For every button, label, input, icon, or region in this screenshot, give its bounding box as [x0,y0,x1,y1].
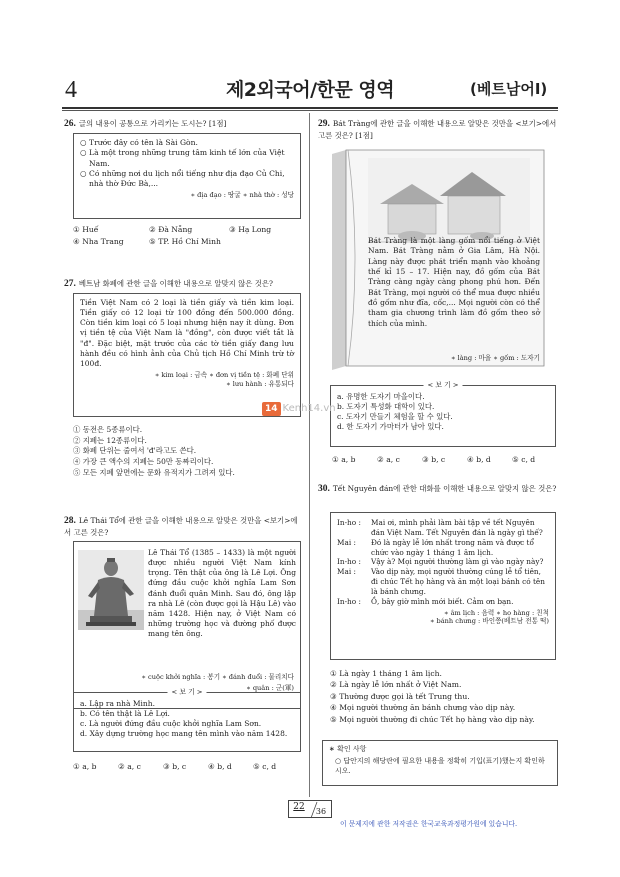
option-1[interactable]: ① a, b [332,455,356,464]
statue-illustration [78,550,144,630]
passage-bullet: ○ Là một trong những trung tâm kinh tế lớn của Việt Nam. [80,148,285,168]
option-5[interactable]: ⑤ c, d [512,455,536,464]
gloss: ∗ kim loại : 금속 ∗ đơn vị tiền tệ : 화폐 단위 [154,370,294,379]
question-30-stem [318,483,562,496]
bogi-item: a. 유명한 도자기 마을이다. [337,392,425,401]
header-rule-thin [62,110,558,111]
option-1[interactable]: ① Là ngày 1 tháng 1 âm lịch. [330,669,442,678]
confirmation-box [322,740,558,786]
dialogue-line: In-ho : Vậy à? Mọi người thường làm gì vào ngày này? [337,557,544,567]
page-current: 22 [293,802,305,812]
option-3[interactable]: ③ Thường được gọi là tết Trung thu. [330,691,470,701]
subject-title: (베트남어Ⅰ) [470,80,548,98]
question-number: 28. [64,516,76,526]
confirmation-text: ○ 답안지의 해당란에 필요한 내용을 정확히 기입(표기)했는지 확인하시오. [335,757,545,775]
column-divider [309,113,310,797]
option-1[interactable]: ① Huế [73,225,99,234]
confirmation-title: ∗ 확인 사항 [329,745,367,753]
question-30-options [330,668,556,725]
bogi-item: c. 도자기 만들기 체험을 할 수 있다. [337,411,453,421]
passage-bullet: ○ Trước đây có tên là Sài Gòn. [80,138,198,147]
passage-text: Lê Thái Tổ (1385 – 1433) là một người được nhiều người Việt Nam kính trọng. Tên thật của ông là Lê Lợi. Ông đứng đầu cuộc khởi nghĩa Lam Sơn đánh đuổi quân Minh. Sau đó, ông lập ra nhà Lê (còn được gọi là Hậu Lê) vào năm 1428. Hiện nay, ở Việt Nam có những trường học và đường phố được mang tên ông. [148,548,296,638]
option-2[interactable]: ② 지폐는 12종류이다. [73,435,147,445]
option-4[interactable]: ④ Mọi người thường ăn bánh chưng vào dịp này. [330,703,516,713]
bogi-item: a. Lập ra nhà Minh. [80,699,155,708]
option-2[interactable]: ② a, c [118,762,141,771]
option-1[interactable]: ① a, b [73,762,97,771]
bogi-label: < 보 기 > [423,381,462,390]
passage-text: Bát Tràng là một làng gốm nổi tiếng ở Việt Nam. Bát Tràng nằm ở Gia Lâm, Hà Nội. Làng này được phát triển mạnh vào khoảng thế kỉ 15 – 17. Hiện nay, đồ gốm của Bát Tràng càng ngày càng phong phú hơn. Đến Bát Tràng, mọi người có thể mua được nhiều đồ gốm như đĩa, cốc,... Mọi người còn có thể tham gia chương trình làm đồ gốm theo sở thích của mình. [368,236,540,328]
question-number: 29. [318,119,330,129]
option-2[interactable]: ② a, c [377,455,400,464]
option-3[interactable]: ③ b, c [422,455,446,464]
bogi-item: d. 한 도자기 가마터가 남아 있다. [337,421,444,431]
question-text: Bát Tràng에 관한 글을 이해한 내용으로 알맞은 것만을 <보기>에서 고른 것은? [1점] [318,119,557,140]
option-4[interactable]: ④ 가장 큰 액수의 지폐는 50만 동짜리이다. [73,457,214,467]
bogi-label: < 보 기 > [167,688,206,697]
question-29-options [332,455,558,465]
gloss: ∗ địa đạo : 땅굴 ∗ nhà thờ : 성당 [190,191,294,200]
question-26-passage-box [73,133,301,219]
dialogue-line: In-ho : Mai ơi, mình phải làm bài tập về tết Nguyên đán Việt Nam. Tết Nguyên đán là ngày gì thế? [337,518,543,537]
question-27-options [73,425,301,479]
page-total: 36 [315,807,327,816]
option-4[interactable]: ④ b, d [467,455,491,464]
question-27-stem [64,278,304,291]
passage-text: Tiền Việt Nam có 2 loại là tiền giấy và tiền kim loại. Tiền giấy có 12 loại từ 100 đồng đến 500.000 đồng. Còn tiền kim loại có 5 loại nhưng hiện nay ít dùng. Đơn vị tiền tệ của Việt Nam là "đồng", còn được viết tắt là "đ". Đặc biệt, mặt trước của các tờ tiền giấy đang lưu hành đều có hình ảnh của Chủ tịch Hồ Chí Minh trừ tờ 100đ. [80,298,294,368]
option-4[interactable]: ④ b, d [208,762,232,771]
option-3[interactable]: ③ b, c [163,762,187,771]
option-4[interactable]: ④ Nha Trang [73,237,124,247]
gloss: ∗ lưu hành : 유통되다 [226,379,294,388]
option-5[interactable]: ⑤ c, d [253,762,277,771]
watermark-badge: 14 [262,402,281,416]
option-2[interactable]: ② Đà Nẵng [149,225,193,234]
question-29-stem [318,118,562,141]
option-5[interactable]: ⑤ TP. Hồ Chí Minh [149,237,221,247]
question-30-dialogue-box [330,512,556,660]
gloss: ∗ làng : 마을 ∗ gốm : 도자기 [451,354,540,362]
bogi-item: b. Có tên thật là Lê Lợi. [80,709,170,719]
dialogue-line: Mai : Đó là ngày lễ lớn nhất trong năm và được tổ chức vào ngày 1 tháng 1 âm lịch. [337,537,534,557]
gloss: ∗ âm lịch : 음력 ∗ họ hàng : 친척 [444,608,549,617]
bogi-item: c. Là người đứng đầu cuộc khởi nghĩa Lam Sơn. [80,719,262,729]
dialogue-line: Mai : Vào dịp này, mọi người thường cúng lễ tổ tiên, đi chúc Tết họ hàng và ăn một loại bánh có tên là bánh chưng. [337,567,545,596]
question-28-options [73,762,301,772]
option-3[interactable]: ③ Hạ Long [229,225,272,234]
passage-bullet: ○ Có những nơi du lịch nổi tiếng như địa đạo Củ Chi, nhà thờ Đức Bà,... [80,168,285,188]
option-5[interactable]: ⑤ Mọi người thường đi chúc Tết họ hàng vào dịp này. [330,714,535,724]
watermark-text: Kenh14.vn [282,403,336,414]
option-2[interactable]: ② Là ngày lễ lớn nhất ở Việt Nam. [330,680,462,690]
copyright-notice: 이 문제지에 관한 저작권은 한국교육과정평가원에 있습니다. [340,820,518,828]
bogi-item: d. Xây dựng trường học mang tên mình vào năm 1428. [80,729,288,739]
question-text: Lê Thái Tổ에 관한 글을 이해한 내용으로 알맞은 것만을 <보기>에서 고른 것은? [64,516,298,537]
gloss: ∗ cuộc khởi nghĩa : 봉기 ∗ đánh đuổi : 물리치다 [141,673,294,681]
bogi-item: b. 도자기 특성화 대학이 있다. [337,401,435,411]
page-number: 4 [65,77,77,103]
question-26-options [73,225,309,248]
question-number: 30. [318,484,330,494]
question-text: 글의 내용이 공통으로 가리키는 도시는? [1점] [78,119,227,128]
question-number: 26. [64,119,76,129]
gloss: ∗ bánh chưng : 바인쯩(베트남 전통 떡) [429,617,549,626]
dialogue-line: In-ho : Ồ, bây giờ mình mới biết. Cảm ơn bạn. [337,596,514,606]
question-29-book-figure [322,144,554,372]
question-26-stem [64,118,304,131]
header-rule [62,107,558,109]
question-27-passage-box [73,293,301,417]
question-text: Tết Nguyên đán에 관한 대화를 이해한 내용으로 알맞지 않은 것은? [332,484,557,493]
gloss: ∗ quân : 군(軍) [246,684,294,692]
statue-image [78,550,144,630]
question-text: 베트남 화폐에 관한 글을 이해한 내용으로 알맞지 않은 것은? [78,279,273,288]
option-5[interactable]: ⑤ 모든 지폐 앞면에는 문화 유적지가 그려져 있다. [73,467,235,477]
option-3[interactable]: ③ 화폐 단위는 줄여서 'đ'라고도 쓴다. [73,446,197,456]
question-28-stem [64,515,304,538]
question-number: 27. [64,279,76,289]
question-28-passage-box [73,541,301,709]
option-1[interactable]: ① 동전은 5종류이다. [73,425,143,434]
question-29-bogi-box [330,381,556,447]
watermark [262,402,336,416]
page-title: 제2외국어/한문 영역 [225,79,395,101]
